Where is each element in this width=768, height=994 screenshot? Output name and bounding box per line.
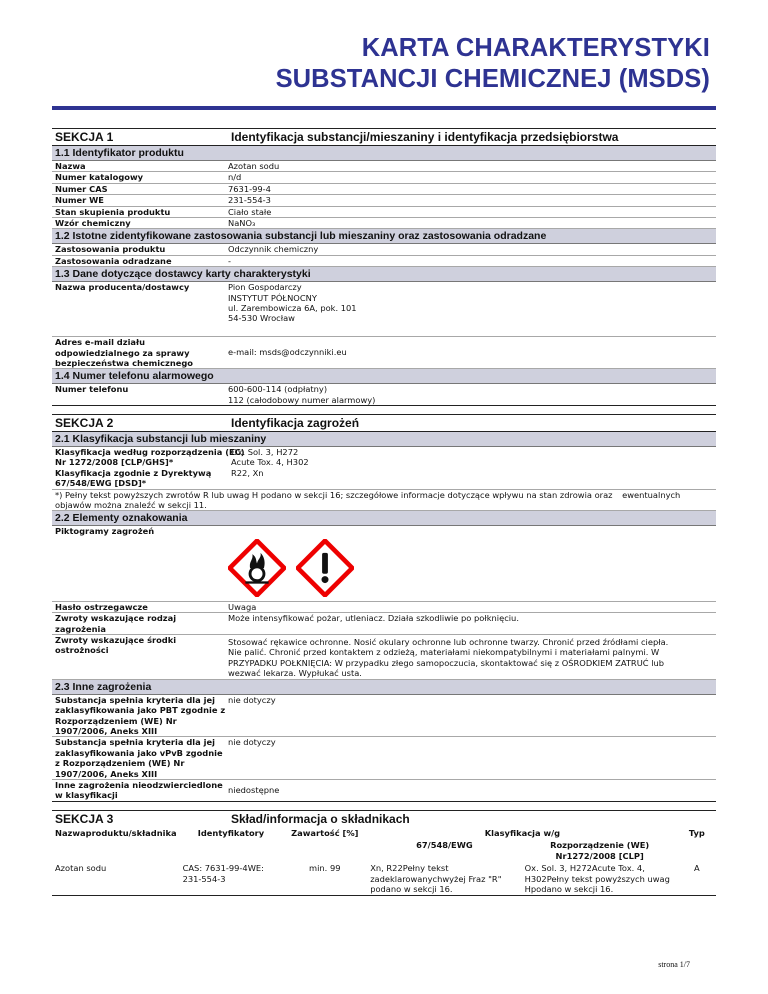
phone-label: Numer telefonu — [55, 384, 129, 395]
field-state-value: Ciało stałe — [228, 206, 272, 217]
pbt-label-line: zgodnie z Rozporządzeniem (WE) — [55, 705, 226, 726]
table-row — [52, 862, 716, 895]
cell-ids — [180, 862, 283, 895]
section-2-title: Identyfikacja zagrożeń — [231, 416, 360, 430]
pbt-label-line: Nr 1907/2006, Aneks XIII — [55, 715, 177, 736]
hazard-label-line: zagrożenia — [55, 623, 106, 634]
advised-against-value: - — [228, 255, 231, 266]
clp-label — [52, 447, 245, 468]
col-ewg-header: 67/548/EWG — [416, 840, 473, 851]
ghs03-oxidizer-icon — [228, 539, 286, 597]
composition-table — [52, 827, 716, 895]
cell-clp-line: podano w sekcji 16. — [530, 884, 614, 895]
col-conc-header: Zawartość [%] — [291, 828, 359, 838]
col-clp-header-line: Rozporządzenie (WE) Nr — [550, 840, 650, 861]
subsection-1-1: 1.1 Identyfikator produktu — [52, 146, 716, 161]
precautionary-line: PRZYPADKU POŁKNIĘCIA: W przypadku złego samopoczucia, skontaktować się z OŚRODKIEM ZATRUĆ lub — [228, 657, 665, 668]
pbt-value: nie dotyczy — [228, 694, 276, 705]
precautionary-line: Stosować rękawice ochronne. Nosić okulary ochronne lub ochronne twarzy. Chronić przed źródłami ciepła. — [228, 637, 669, 648]
clp-value — [231, 447, 716, 468]
hazard-label-line: Zwroty wskazujące rodzaj — [55, 613, 177, 624]
email-value: e-mail: msds@odczynniki.eu — [228, 347, 347, 358]
ghs07-exclamation-icon — [296, 539, 354, 597]
dsd-label-line: Klasyfikacja zgodnie z Dyrektywą — [55, 467, 212, 478]
cell-clp-line: Acute Tox. 4, H302 — [524, 863, 645, 884]
precautionary-label — [52, 635, 228, 679]
section-1-header — [52, 129, 716, 146]
section-2-number: SEKCJA 2 — [55, 416, 114, 430]
pbt-label-line: Substancja spełnia kryteria dla jej — [55, 694, 215, 705]
supplier-line: Pion Gospodarczy — [228, 282, 302, 293]
field-name-label: Nazwa — [55, 161, 86, 171]
precautionary-label-line: Zwroty wskazujące środki — [55, 635, 177, 646]
dsd-value: R22, Xn — [231, 467, 264, 478]
cell-clp-line: Pełny tekst powyższych uwag H — [524, 873, 670, 895]
section-1 — [52, 128, 716, 406]
pictograms-label: Piktogramy zagrożeń — [55, 526, 155, 537]
vpvb-label-line: Substancja spełnia kryteria dla jej — [55, 737, 215, 748]
section-1-number: SEKCJA 1 — [55, 130, 114, 144]
subsection-2-2: 2.2 Elementy oznakowania — [52, 511, 716, 526]
cell-ewg-line: Pełny tekst zadeklarowanych — [370, 863, 449, 884]
dsd-label-line: 67/548/EWG [DSD]* — [55, 478, 147, 489]
other-hazards-label-line: Inne zagrożenia — [55, 779, 130, 790]
document-title — [276, 33, 710, 95]
cell-ewg — [367, 862, 521, 895]
field-formula-label: Wzór chemiczny — [55, 218, 131, 229]
field-we-label: Numer WE — [55, 195, 104, 206]
subsection-1-4: 1.4 Numer telefonu alarmowego — [52, 369, 716, 384]
clp-label-line: [CLP/GHS]* — [121, 457, 174, 468]
section-3-header — [52, 811, 716, 827]
col-name-header — [52, 827, 180, 862]
uses-value: Odczynnik chemiczny — [228, 244, 319, 255]
other-hazards-label — [52, 780, 228, 801]
email-label-line: bezpieczeństwa chemicznego — [55, 358, 194, 369]
composition-header-row — [52, 827, 716, 839]
section-2-header — [52, 415, 716, 432]
field-state-label: Stan skupienia produktu — [55, 206, 171, 217]
section-3 — [52, 810, 716, 896]
col-type-header: Typ — [688, 828, 705, 838]
page-number: strona 1/7 — [658, 960, 690, 969]
section-2 — [52, 414, 716, 802]
col-clp-header-line: 1272/2008 [CLP] — [566, 850, 644, 861]
field-formula-value: NaNO₃ — [228, 218, 256, 229]
pbt-label-line: zaklasyfikowania jako PBT — [55, 705, 178, 716]
cell-name: Azotan sodu — [55, 863, 107, 874]
phone-value — [228, 384, 716, 405]
col-clp-header — [522, 839, 678, 862]
section-3-title: Skład/informacja o składnikach — [231, 812, 410, 826]
subsection-2-1: 2.1 Klasyfikacja substancji lub mieszaniny — [52, 432, 716, 447]
field-cas-value: 7631-99-4 — [228, 183, 271, 194]
email-label — [52, 337, 228, 368]
section-1-title: Identyfikacja substancji/mieszaniny i identyfikacja przedsiębiorstwa — [231, 130, 619, 144]
precautionary-line: wezwać lekarza. Wypłukać usta. — [228, 668, 362, 679]
email-label-line: odpowiedzialnego za sprawy — [55, 347, 190, 358]
phone-line: 600-600-114 (odpłatny) — [228, 384, 328, 395]
other-hazards-value: niedostępne — [228, 784, 280, 795]
clp-label-line: Klasyfikacja według — [55, 447, 148, 457]
vpvb-label-line: zgodnie z Rozporządzeniem (WE) — [55, 747, 223, 769]
col-name-header-line: produktu/składnika — [85, 828, 177, 838]
cell-ewg-line: Xn, R22 — [370, 863, 403, 874]
vpvb-label — [52, 737, 228, 779]
cell-clp — [522, 862, 678, 895]
section-3-number: SEKCJA 3 — [55, 812, 114, 826]
supplier-line: ul. Zarembowicza 6A, pok. 101 — [228, 303, 357, 314]
precautionary-value — [228, 635, 716, 679]
cell-type: A — [693, 863, 700, 874]
hazard-statements-label — [52, 613, 228, 634]
supplier-line: 54-530 Wrocław — [228, 313, 295, 324]
field-catalog-value: n/d — [228, 172, 242, 183]
field-we-value: 231-554-3 — [228, 195, 271, 206]
supplier-value — [228, 282, 716, 336]
uses-label: Zastosowania produktu — [55, 244, 166, 255]
col-ids-header: Identyfikatory — [197, 828, 265, 838]
dsd-label — [52, 468, 245, 489]
title-line-1: KARTA CHARAKTERYSTYKI — [361, 34, 710, 62]
vpvb-value: nie dotyczy — [228, 737, 276, 748]
subsection-1-3: 1.3 Dane dotyczące dostawcy karty charakterystyki — [52, 267, 716, 282]
title-line-2: SUBSTANCJI CHEMICZNEJ (MSDS) — [275, 65, 710, 93]
field-cas-label: Numer CAS — [55, 183, 108, 194]
subsection-2-3: 2.3 Inne zagrożenia — [52, 680, 716, 695]
email-label-line: Adres e-mail działu — [55, 337, 145, 348]
pictograms-row — [52, 537, 716, 602]
field-name-value: Azotan sodu — [228, 161, 280, 171]
cell-ids-line: CAS: 7631-99-4 — [182, 863, 248, 874]
clp-value-line: Acute Tox. 4, H302 — [231, 457, 309, 468]
field-catalog-label: Numer katalogowy — [55, 172, 144, 183]
cell-ewg-line: wyżej Fraz "R" podano w sekcji 16. — [370, 873, 502, 895]
precautionary-line: Nie palić. Chronić przed kontaktem z odzieżą, materiałami niekompatybilnymi i materiałami palnymi. W — [228, 647, 660, 658]
col-name-header-line: Nazwa — [55, 828, 86, 838]
vpvb-label-line: zaklasyfikowania jako vPvB — [55, 747, 183, 758]
note-line: *) Pełny tekst powyższych zwrotów R lub uwag H podano w sekcji 16; szczegółowe informacje dotyczące wpływu na stan zdrowia oraz — [55, 489, 613, 500]
precautionary-label-line: ostrożności — [55, 645, 109, 656]
subsection-1-2: 1.2 Istotne zidentyfikowane zastosowania substancji lub mieszaniny oraz zastosowania odradzane — [52, 229, 716, 244]
clp-label-line: rozporządzenia (EC) Nr 1272/2008 — [55, 447, 245, 468]
other-hazards-label-line: nieodzwierciedlone w klasyfikacji — [55, 779, 223, 801]
advised-against-label: Zastosowania odradzane — [55, 255, 172, 266]
supplier-line: INSTYTUT PÓŁNOCNY — [228, 292, 317, 303]
cell-ids-line: WE: 231-554-3 — [182, 863, 264, 884]
hazard-statements-value: Może intensyfikować pożar, utleniacz. Działa szkodliwie po połknięciu. — [228, 613, 519, 624]
signal-word-label: Hasło ostrzegawcze — [55, 601, 148, 612]
clp-value-line: Ox. Sol. 3, H272 — [231, 447, 299, 457]
signal-word-value: Uwaga — [228, 601, 257, 612]
supplier-label: Nazwa producenta/dostawcy — [55, 282, 190, 293]
cell-conc: min. 99 — [309, 863, 341, 874]
title-rule — [52, 106, 716, 110]
pbt-label — [52, 695, 228, 737]
vpvb-label-line: Nr 1907/2006, Aneks XIII — [55, 758, 185, 779]
note-line: ewentualnych objawów można znaleźć w sekcji 11. — [55, 489, 681, 511]
col-classification-header: Klasyfikacja w/g — [484, 828, 561, 838]
phone-line: 112 (całodobowy numer alarmowy) — [228, 394, 376, 405]
classification-note — [52, 490, 716, 512]
cell-clp-line: Ox. Sol. 3, H272 — [524, 863, 592, 874]
